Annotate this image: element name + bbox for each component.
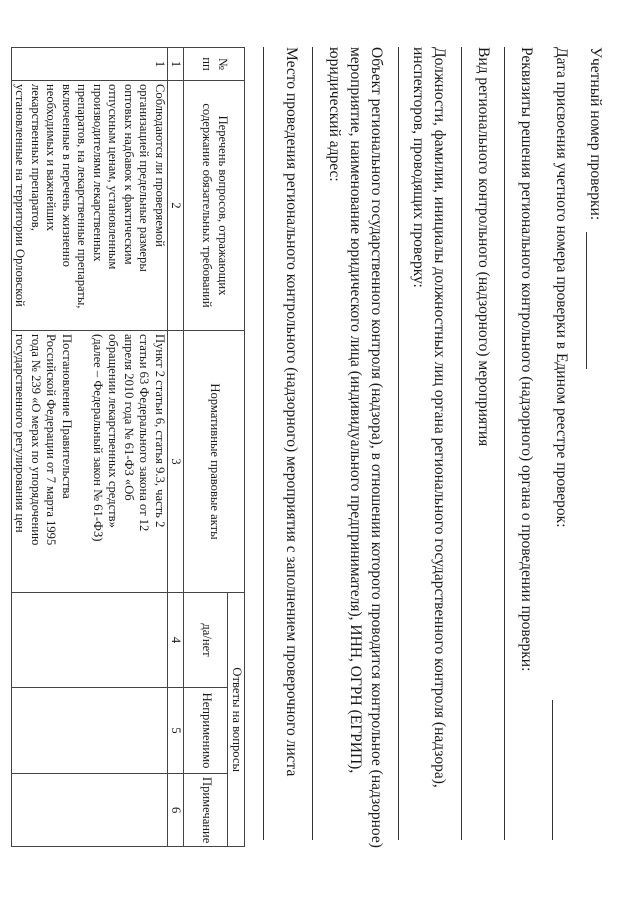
object-line: мероприятие, наименование юридического лица (индивидуального предпринимателя), ИНН, ОГРН (ЕГРИП), (347, 47, 364, 774)
header-note: Примечание (184, 774, 228, 847)
column-number: 4 (168, 593, 185, 688)
registration-number-underline (586, 232, 587, 369)
column-number: 6 (168, 774, 185, 847)
inspectors-underline (398, 47, 399, 840)
registration-date-label: Дата присвоения учетного номера проверки в Едином реестре проверок: (553, 47, 570, 528)
object-line: Объект регионального государственного контроля (надзора), в отношении которого проводится контрольное (надзорное) (368, 47, 385, 848)
header-yes-no: да/нет (184, 593, 228, 688)
answer-yes-no-cell[interactable] (12, 593, 168, 688)
inspectors-label (408, 47, 450, 788)
row-question: Соблюдаются ли проверяемой организацией предельные размеры оптовых надбавок к фактическим отпускным ценам, установленным производителями лекарственных препаратов, на лекарственные препараты, включенные в перечень жизненно необходимых и важнейших лекарственных препаратов, установленные на территории Орловской (12, 81, 168, 331)
decision-details-label: Реквизиты решения регионального контрольного (надзорного) органа о проведении проверки: (518, 47, 535, 672)
column-number: 2 (168, 81, 185, 331)
answer-not-applicable-cell[interactable] (12, 688, 168, 774)
object-underline (312, 47, 313, 840)
table-header-row (228, 48, 245, 847)
registration-date-underline (552, 700, 553, 840)
event-type-underline (461, 47, 462, 840)
decision-details-underline (504, 47, 505, 840)
header-answers-group: Ответы на вопросы (228, 593, 245, 847)
header-num: № пп (184, 48, 245, 81)
place-label: Место проведения регионального контрольного (надзорного) мероприятия с заполнением проверочного листа (283, 47, 300, 777)
registration-number-label: Учетный номер проверки: (587, 47, 604, 221)
inspectors-line: Должности, фамилии, инициалы должностных лиц органа регионального государственного контроля (надзора), (431, 47, 448, 788)
inspectors-line: инспекторов, проводящих проверку: (410, 47, 427, 288)
header-questions: Перечень вопросов, отражающих содержание обязательных требований (184, 81, 245, 331)
object-label (324, 47, 387, 848)
column-number: 1 (168, 48, 185, 81)
header-acts: Нормативные правовые акты (184, 331, 245, 593)
place-underline (263, 47, 264, 840)
table-row (12, 48, 168, 847)
checklist-table (11, 47, 245, 847)
row-acts: Пункт 2 статьи 6, статья 9.3, часть 2 статьи 63 Федерального закона от 12 апреля 2010 года № 61-ФЗ «Об обращении лекарственных средств» (далее – Федеральный закон № 61-ФЗ) Постановление Правительства Российской Федерации от 7 марта 1995 года № 239 «О мерах по упорядочению государственного регулирования цен (12, 331, 168, 593)
object-line: юридический адрес: (326, 47, 343, 182)
column-number: 5 (168, 688, 185, 774)
answer-note-cell[interactable] (12, 774, 168, 847)
column-number-row (168, 48, 185, 847)
event-type-label: Вид регионального контрольного (надзорного) мероприятия (475, 47, 492, 447)
column-number: 3 (168, 331, 185, 593)
row-num: 1 (12, 48, 168, 81)
header-not-applicable: Неприменимо (184, 688, 228, 774)
